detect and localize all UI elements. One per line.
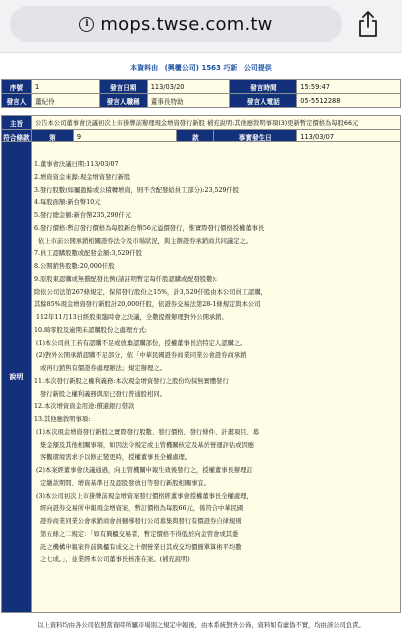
description-section <box>1 141 401 613</box>
description-line: 依上市前公開承銷相關證券法令及市場狀況，與主辦證券承銷商共同議定之。 <box>34 237 253 245</box>
description-line: 託之機構申報案件前興櫃有成交之十個營業日其成交均價簡單算術平均數 <box>34 543 242 551</box>
date-label: 發言日期 <box>99 80 147 94</box>
description-line: (3)本公司初次上市掛牌前現金增資案發行價格經董事會授權董事長全權處理， <box>34 492 253 500</box>
description-line: 除依公司法第267條規定，保留發行股份之15%，計3,529仟股由本公司員工認購， <box>34 288 267 296</box>
description-line: 3.發行股數(如屬盈餘或公積轉增資，則不含配發給員工部分):23,529仟股 <box>34 186 240 194</box>
speaker-title-value: 董事長特助 <box>147 94 230 108</box>
address-bar[interactable] <box>10 6 342 42</box>
clause-post: 款 <box>177 130 214 144</box>
info-table <box>1 79 401 108</box>
description-line: 4.每股面額:新台幣10元 <box>34 199 101 207</box>
description-line: 8.公開銷售股數:20,000仟股 <box>34 263 115 270</box>
speaker-title-label: 發言人職稱 <box>99 94 147 108</box>
subject-table <box>1 115 401 144</box>
description-line: 經向證券交易所申報現金增資案，暫訂價格為每股66元，係符合中華民國 <box>34 505 244 513</box>
table-row <box>2 94 401 108</box>
seq-value: 1 <box>31 80 99 94</box>
speaker-label: 發言人 <box>2 94 32 108</box>
speaker-value: 蕭紀伶 <box>31 94 99 108</box>
seq-label: 序號 <box>2 80 32 94</box>
description-line: 13.其他應敘明事項: <box>34 416 91 423</box>
fact-date-value: 113/03/07 <box>297 130 401 144</box>
table-row <box>2 80 401 94</box>
description-line: 7.員工認購股數或配發金額:3,529仟股 <box>34 250 143 258</box>
description-label: 說明 <box>2 142 32 612</box>
header-company: (興櫃公司) 1563 巧新 <box>164 64 238 72</box>
description-line: (1)本公司員工若有認購不足或放棄認購部份，授權董事長洽特定人認購之。 <box>34 339 247 347</box>
description-line: (2)本案經董事會決議通過，向主管機關申報生效後發行之，授權董事長辦理訂 <box>34 467 253 474</box>
description-line: 或再行銷售有價證券處理辦法」規定辦理之。 <box>34 365 166 372</box>
description-line: 11.本次發行新股之權利義務:本次現金增資發行之股份均採無實體發行 <box>34 377 229 385</box>
header-suffix: 公司提供 <box>243 64 272 72</box>
description-line: 發行新股之權利義務與原已發行普通股相同。 <box>34 390 166 398</box>
description-text <box>32 142 400 612</box>
clause-number: 9 <box>73 130 177 144</box>
time-label: 發言時間 <box>230 80 297 94</box>
description-line: 客觀環境需求予以修正變更時，授權董事長全權處理。 <box>34 454 192 462</box>
url-text: mops.twse.com.tw <box>100 13 273 35</box>
description-line: 第五條之二規定：「如有興櫃交易者，暫定價格不得低於向金管會或其委 <box>34 530 239 538</box>
info-icon[interactable]: i <box>79 17 94 32</box>
description-line: 其餘85%現金增資發行新股計20,000仟股，依證券交易法第28-1條規定與本公司 <box>34 301 261 309</box>
description-line: (2)對外公開承銷認購不足部分，依「中華民國證券商業同業公會證券商承銷 <box>34 352 247 360</box>
browser-toolbar <box>0 0 402 53</box>
table-row <box>2 116 401 130</box>
report-header <box>0 63 402 73</box>
description-line: 集金額及其他相關事項，如因法令規定或主管機關核定及基於營運評估或因應 <box>34 441 255 449</box>
description-line: 12.本次增資資金用途:償還銀行借款 <box>34 403 135 411</box>
header-title: 本資料由 <box>130 64 159 72</box>
description-line: 6.發行價格:暫訂發行價格為每股新台幣56元溢價發行，惟實際發行價格授權董事長 <box>34 224 265 232</box>
description-line: 5.發行總金額:新台幣235,290仟元 <box>34 212 132 219</box>
phone-label: 發言人電話 <box>230 94 297 108</box>
clause-pre: 第 <box>31 130 73 144</box>
fact-date-label: 事實發生日 <box>214 130 297 144</box>
description-line: 定繳款期間、增資基準日及認股發放日等發行新股相關事宜。 <box>34 479 211 487</box>
description-line: 1.董事會決議日期:113/03/07 <box>34 161 119 168</box>
subject-value: 公告本公司董事會決議初次上市掛牌前辦理現金增資發行新股 補充說明:其他應敘明事項(3)更新暫定價格為每股66元 <box>31 116 400 130</box>
clause-label: 符合條款 <box>2 130 32 144</box>
description-line: 112年11月13日經股東臨時會之決議，全數提撥辦理對外公開承銷。 <box>34 314 228 321</box>
share-icon[interactable] <box>356 10 380 38</box>
description-line: 10.畸零股及逾期未認購股份之處理方式: <box>34 326 147 334</box>
subject-label: 主旨 <box>2 116 32 130</box>
description-line: 9.原股東認購或無償配發比例(請註明暫定每仟股認購或配發股數): <box>34 275 218 283</box>
date-value: 113/03/20 <box>147 80 230 94</box>
phone-value: 05-5512288 <box>297 94 401 108</box>
description-line: 證券商業同業公會承銷商會員輔導發行公司募集與發行有價證券自律規則 <box>34 518 242 525</box>
description-line: (1)本次現金增資發行新股之實際發行股數、發行價格、發行條件、計畫項目、募 <box>34 428 260 436</box>
description-line: 之七成。」，並業經本公司董事長核准在案。(補充說明) <box>34 556 190 564</box>
time-value: 15:59:47 <box>297 80 401 94</box>
description-line: 2.增資資金來源:現金增資發行新股 <box>34 173 131 181</box>
footer-disclaimer: 以上資料均由各公司依照當資時所屬市場別之規定申報後，由本系統對外公佈，資料如有虛偽不實，均由該公司負責。 <box>37 622 365 629</box>
